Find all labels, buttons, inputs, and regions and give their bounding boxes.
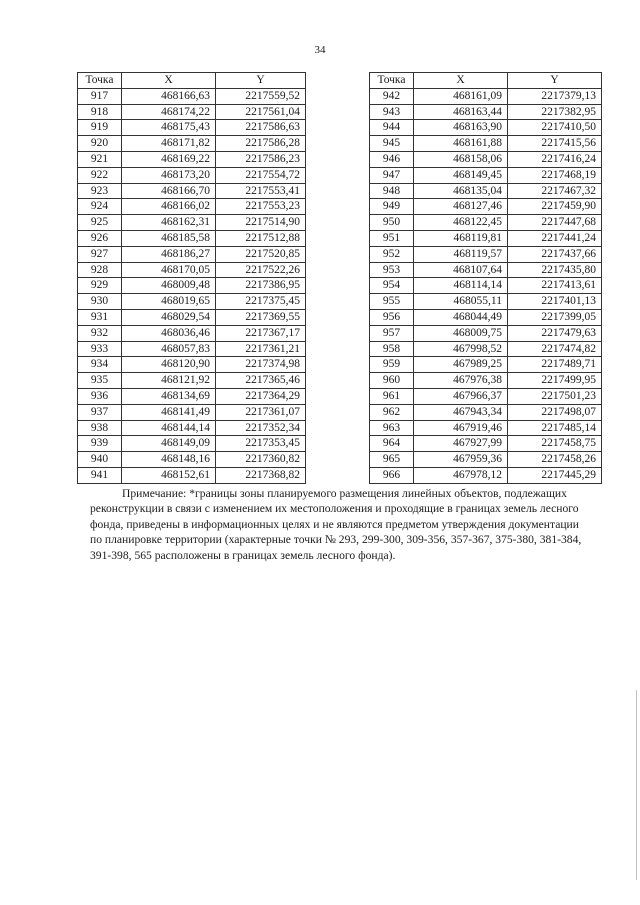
x-coordinate-cell: 467978,12 (414, 467, 508, 483)
point-number-cell: 935 (78, 373, 122, 389)
y-coordinate-cell: 2217501,23 (508, 388, 602, 404)
x-coordinate-cell: 468107,64 (414, 262, 508, 278)
footnote-line: по планировке территории (характерные точки № 293, 299-300, 309-356, 357-367, 375-380, 381-384, (90, 533, 582, 547)
table-row (78, 246, 306, 262)
y-coordinate-cell: 2217374,98 (216, 357, 306, 373)
x-coordinate-cell: 468161,09 (414, 88, 508, 104)
table-row (370, 357, 602, 373)
column-header-y: Y (216, 73, 306, 89)
x-coordinate-cell: 468120,90 (122, 357, 216, 373)
x-coordinate-cell: 467966,37 (414, 388, 508, 404)
table-row (78, 199, 306, 215)
table-row (78, 357, 306, 373)
table-row (78, 230, 306, 246)
table-row (370, 199, 602, 215)
table-row (370, 183, 602, 199)
x-coordinate-cell: 468036,46 (122, 325, 216, 341)
table-row (370, 120, 602, 136)
y-coordinate-cell: 2217415,56 (508, 136, 602, 152)
x-coordinate-cell: 468057,83 (122, 341, 216, 357)
point-number-cell: 939 (78, 436, 122, 452)
x-coordinate-cell: 468135,04 (414, 183, 508, 199)
point-number-cell: 952 (370, 246, 414, 262)
point-number-cell: 962 (370, 404, 414, 420)
column-header-x: X (122, 73, 216, 89)
y-coordinate-cell: 2217468,19 (508, 167, 602, 183)
table-row (370, 215, 602, 231)
point-number-cell: 956 (370, 309, 414, 325)
y-coordinate-cell: 2217399,05 (508, 309, 602, 325)
point-number-cell: 949 (370, 199, 414, 215)
table-row (370, 467, 602, 483)
point-number-cell: 938 (78, 420, 122, 436)
point-number-cell: 951 (370, 230, 414, 246)
y-coordinate-cell: 2217386,95 (216, 278, 306, 294)
y-coordinate-cell: 2217554,72 (216, 167, 306, 183)
y-coordinate-cell: 2217479,63 (508, 325, 602, 341)
point-number-cell: 923 (78, 183, 122, 199)
point-number-cell: 961 (370, 388, 414, 404)
point-number-cell: 953 (370, 262, 414, 278)
point-number-cell: 919 (78, 120, 122, 136)
coordinates-table-left (77, 72, 306, 484)
x-coordinate-cell: 467976,38 (414, 373, 508, 389)
x-coordinate-cell: 468119,81 (414, 230, 508, 246)
table-row (370, 452, 602, 468)
table-row (78, 262, 306, 278)
point-number-cell: 958 (370, 341, 414, 357)
x-coordinate-cell: 468174,22 (122, 104, 216, 120)
table-row (78, 373, 306, 389)
x-coordinate-cell: 468119,57 (414, 246, 508, 262)
point-number-cell: 920 (78, 136, 122, 152)
point-number-cell: 964 (370, 436, 414, 452)
table-row (370, 436, 602, 452)
footnote (90, 486, 606, 563)
coordinates-table-right (369, 72, 602, 484)
x-coordinate-cell: 468144,14 (122, 420, 216, 436)
x-coordinate-cell: 468121,92 (122, 373, 216, 389)
table-row (370, 151, 602, 167)
point-number-cell: 931 (78, 309, 122, 325)
x-coordinate-cell: 468009,75 (414, 325, 508, 341)
table-row (78, 278, 306, 294)
y-coordinate-cell: 2217361,21 (216, 341, 306, 357)
table-row (370, 341, 602, 357)
y-coordinate-cell: 2217375,45 (216, 294, 306, 310)
y-coordinate-cell: 2217360,82 (216, 452, 306, 468)
x-coordinate-cell: 468171,82 (122, 136, 216, 152)
y-coordinate-cell: 2217498,07 (508, 404, 602, 420)
column-header-point: Точка (370, 73, 414, 89)
table-row (78, 104, 306, 120)
point-number-cell: 948 (370, 183, 414, 199)
y-coordinate-cell: 2217561,04 (216, 104, 306, 120)
point-number-cell: 965 (370, 452, 414, 468)
x-coordinate-cell: 468175,43 (122, 120, 216, 136)
x-coordinate-cell: 468170,05 (122, 262, 216, 278)
y-coordinate-cell: 2217586,63 (216, 120, 306, 136)
table-row (78, 341, 306, 357)
point-number-cell: 928 (78, 262, 122, 278)
point-number-cell: 926 (78, 230, 122, 246)
point-number-cell: 963 (370, 420, 414, 436)
x-coordinate-cell: 468173,20 (122, 167, 216, 183)
table-row (78, 88, 306, 104)
point-number-cell: 941 (78, 467, 122, 483)
x-coordinate-cell: 468127,46 (414, 199, 508, 215)
y-coordinate-cell: 2217435,80 (508, 262, 602, 278)
table-row (78, 467, 306, 483)
table-row (370, 246, 602, 262)
point-number-cell: 955 (370, 294, 414, 310)
y-coordinate-cell: 2217458,26 (508, 452, 602, 468)
x-coordinate-cell: 468152,61 (122, 467, 216, 483)
point-number-cell: 954 (370, 278, 414, 294)
point-number-cell: 950 (370, 215, 414, 231)
point-number-cell: 936 (78, 388, 122, 404)
y-coordinate-cell: 2217520,85 (216, 246, 306, 262)
y-coordinate-cell: 2217368,82 (216, 467, 306, 483)
y-coordinate-cell: 2217437,66 (508, 246, 602, 262)
x-coordinate-cell: 467919,46 (414, 420, 508, 436)
point-number-cell: 922 (78, 167, 122, 183)
y-coordinate-cell: 2217586,23 (216, 151, 306, 167)
y-coordinate-cell: 2217361,07 (216, 404, 306, 420)
table-row (78, 167, 306, 183)
point-number-cell: 940 (78, 452, 122, 468)
y-coordinate-cell: 2217441,24 (508, 230, 602, 246)
y-coordinate-cell: 2217467,32 (508, 183, 602, 199)
x-coordinate-cell: 468166,70 (122, 183, 216, 199)
x-coordinate-cell: 468122,45 (414, 215, 508, 231)
footnote-line: фонда, приведены в информационных целях и не являются предметом утверждения документации (90, 517, 579, 531)
point-number-cell: 947 (370, 167, 414, 183)
x-coordinate-cell: 468158,06 (414, 151, 508, 167)
point-number-cell: 943 (370, 104, 414, 120)
y-coordinate-cell: 2217365,46 (216, 373, 306, 389)
table-row (78, 325, 306, 341)
point-number-cell: 927 (78, 246, 122, 262)
footnote-line: Примечание: *границы зоны планируемого размещения линейных объектов, подлежащих (122, 487, 567, 500)
x-coordinate-cell: 467998,52 (414, 341, 508, 357)
table-row (78, 136, 306, 152)
table-row (370, 136, 602, 152)
x-coordinate-cell: 468162,31 (122, 215, 216, 231)
table-row (370, 294, 602, 310)
x-coordinate-cell: 468161,88 (414, 136, 508, 152)
table-row (78, 452, 306, 468)
table-row (370, 167, 602, 183)
x-coordinate-cell: 468114,14 (414, 278, 508, 294)
table-row (370, 88, 602, 104)
x-coordinate-cell: 468149,45 (414, 167, 508, 183)
y-coordinate-cell: 2217416,24 (508, 151, 602, 167)
point-number-cell: 924 (78, 199, 122, 215)
x-coordinate-cell: 468149,09 (122, 436, 216, 452)
y-coordinate-cell: 2217514,90 (216, 215, 306, 231)
table-row (370, 404, 602, 420)
table-row (370, 262, 602, 278)
x-coordinate-cell: 468055,11 (414, 294, 508, 310)
y-coordinate-cell: 2217447,68 (508, 215, 602, 231)
point-number-cell: 957 (370, 325, 414, 341)
table-row (370, 230, 602, 246)
point-number-cell: 960 (370, 373, 414, 389)
table-row (78, 294, 306, 310)
table-row (78, 388, 306, 404)
x-coordinate-cell: 468134,69 (122, 388, 216, 404)
table-row (370, 388, 602, 404)
table-row (78, 436, 306, 452)
point-number-cell: 937 (78, 404, 122, 420)
y-coordinate-cell: 2217364,29 (216, 388, 306, 404)
y-coordinate-cell: 2217410,50 (508, 120, 602, 136)
point-number-cell: 933 (78, 341, 122, 357)
scan-edge-line (636, 690, 637, 880)
y-coordinate-cell: 2217474,82 (508, 341, 602, 357)
y-coordinate-cell: 2217489,71 (508, 357, 602, 373)
table-row (78, 404, 306, 420)
x-coordinate-cell: 468163,44 (414, 104, 508, 120)
y-coordinate-cell: 2217485,14 (508, 420, 602, 436)
y-coordinate-cell: 2217369,55 (216, 309, 306, 325)
y-coordinate-cell: 2217458,75 (508, 436, 602, 452)
table-row (78, 120, 306, 136)
x-coordinate-cell: 468148,16 (122, 452, 216, 468)
x-coordinate-cell: 467943,34 (414, 404, 508, 420)
column-header-x: X (414, 73, 508, 89)
x-coordinate-cell: 468169,22 (122, 151, 216, 167)
point-number-cell: 917 (78, 88, 122, 104)
page-number: 34 (314, 44, 326, 56)
y-coordinate-cell: 2217459,90 (508, 199, 602, 215)
x-coordinate-cell: 468163,90 (414, 120, 508, 136)
x-coordinate-cell: 468185,58 (122, 230, 216, 246)
y-coordinate-cell: 2217522,26 (216, 262, 306, 278)
table-row (78, 309, 306, 325)
x-coordinate-cell: 468141,49 (122, 404, 216, 420)
point-number-cell: 921 (78, 151, 122, 167)
point-number-cell: 945 (370, 136, 414, 152)
x-coordinate-cell: 468009,48 (122, 278, 216, 294)
table-row (370, 325, 602, 341)
table-row (370, 278, 602, 294)
y-coordinate-cell: 2217553,41 (216, 183, 306, 199)
footnote-line: 391-398, 565 расположены в границах земель лесного фонда). (90, 548, 396, 562)
y-coordinate-cell: 2217553,23 (216, 199, 306, 215)
point-number-cell: 929 (78, 278, 122, 294)
y-coordinate-cell: 2217586,28 (216, 136, 306, 152)
point-number-cell: 930 (78, 294, 122, 310)
y-coordinate-cell: 2217401,13 (508, 294, 602, 310)
point-number-cell: 944 (370, 120, 414, 136)
y-coordinate-cell: 2217445,29 (508, 467, 602, 483)
point-number-cell: 942 (370, 88, 414, 104)
point-number-cell: 959 (370, 357, 414, 373)
table-row (370, 104, 602, 120)
y-coordinate-cell: 2217382,95 (508, 104, 602, 120)
point-number-cell: 934 (78, 357, 122, 373)
y-coordinate-cell: 2217367,17 (216, 325, 306, 341)
x-coordinate-cell: 468029,54 (122, 309, 216, 325)
y-coordinate-cell: 2217512,88 (216, 230, 306, 246)
y-coordinate-cell: 2217559,52 (216, 88, 306, 104)
table-row (78, 151, 306, 167)
table-row (370, 373, 602, 389)
point-number-cell: 966 (370, 467, 414, 483)
x-coordinate-cell: 467989,25 (414, 357, 508, 373)
x-coordinate-cell: 468044,49 (414, 309, 508, 325)
x-coordinate-cell: 467959,36 (414, 452, 508, 468)
table-row (370, 309, 602, 325)
x-coordinate-cell: 468166,02 (122, 199, 216, 215)
point-number-cell: 946 (370, 151, 414, 167)
x-coordinate-cell: 468166,63 (122, 88, 216, 104)
y-coordinate-cell: 2217413,61 (508, 278, 602, 294)
column-header-point: Точка (78, 73, 122, 89)
table-row (370, 420, 602, 436)
point-number-cell: 918 (78, 104, 122, 120)
table-row (78, 183, 306, 199)
y-coordinate-cell: 2217379,13 (508, 88, 602, 104)
point-number-cell: 932 (78, 325, 122, 341)
footnote-line: реконструкции в связи с изменением их местоположения и проходящие в границах земель лесного (90, 502, 579, 516)
y-coordinate-cell: 2217499,95 (508, 373, 602, 389)
x-coordinate-cell: 468019,65 (122, 294, 216, 310)
y-coordinate-cell: 2217353,45 (216, 436, 306, 452)
table-header-row (370, 73, 602, 89)
column-header-y: Y (508, 73, 602, 89)
x-coordinate-cell: 467927,99 (414, 436, 508, 452)
table-row (78, 215, 306, 231)
table-row (78, 420, 306, 436)
table-header-row (78, 73, 306, 89)
y-coordinate-cell: 2217352,34 (216, 420, 306, 436)
x-coordinate-cell: 468186,27 (122, 246, 216, 262)
point-number-cell: 925 (78, 215, 122, 231)
